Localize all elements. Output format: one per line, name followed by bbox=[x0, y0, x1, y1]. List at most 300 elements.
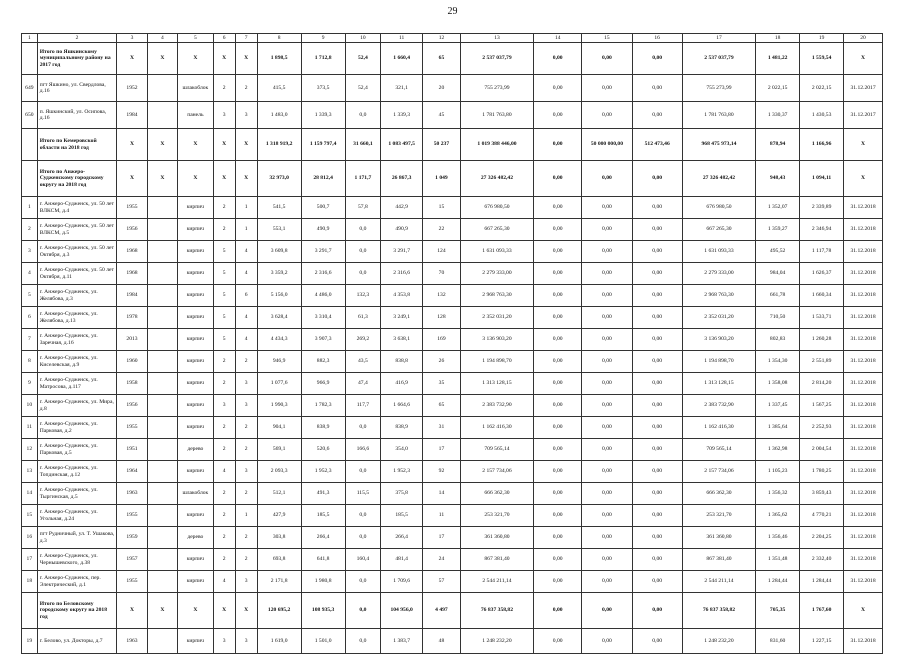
table-cell: 50 000 000,00 bbox=[582, 129, 632, 161]
table-row bbox=[22, 75, 883, 102]
table-cell: 0,00 bbox=[582, 43, 632, 75]
table-cell: 490,9 bbox=[381, 219, 423, 241]
table-cell: 0,00 bbox=[632, 102, 682, 129]
table-cell: 3 638,1 bbox=[381, 329, 423, 351]
table-cell: 831,60 bbox=[756, 629, 800, 654]
table-cell: 904,1 bbox=[257, 417, 301, 439]
table-cell: 1 358,08 bbox=[756, 373, 800, 395]
table-cell: 0,0 bbox=[345, 102, 381, 129]
table-cell: 0,00 bbox=[582, 483, 632, 505]
housing-repair-table bbox=[21, 33, 883, 654]
table-cell: 1963 bbox=[117, 629, 147, 654]
table-cell: 32 973,0 bbox=[257, 161, 301, 197]
table-cell: кирпич bbox=[178, 263, 214, 285]
table-cell: 28 812,4 bbox=[301, 161, 345, 197]
table-cell: 512 473,46 bbox=[632, 129, 682, 161]
table-cell: 361 360,80 bbox=[460, 527, 533, 549]
table-cell: 0,0 bbox=[345, 505, 381, 527]
header-cell: 12 bbox=[423, 34, 461, 43]
table-cell: X bbox=[147, 43, 177, 75]
table-cell: 1 194 898,70 bbox=[682, 351, 755, 373]
table-cell: 16 bbox=[22, 527, 38, 549]
table-cell: 354,0 bbox=[381, 439, 423, 461]
total-label: Итого по Кемеровской области на 2018 год bbox=[37, 129, 117, 161]
table-cell: 0,00 bbox=[582, 219, 632, 241]
table-cell: 8 bbox=[22, 351, 38, 373]
table-cell: 666 362,30 bbox=[682, 483, 755, 505]
table-cell: 0,00 bbox=[534, 461, 582, 483]
table-cell: 169 bbox=[423, 329, 461, 351]
table-cell: 0,0 bbox=[345, 629, 381, 654]
header-cell: 10 bbox=[345, 34, 381, 43]
table-cell: X bbox=[844, 161, 883, 197]
table-cell: 1957 bbox=[117, 549, 147, 571]
table-cell: 0,00 bbox=[632, 329, 682, 351]
table-cell: 45 bbox=[423, 102, 461, 129]
table-cell: 1 356,32 bbox=[756, 483, 800, 505]
table-cell: 3 bbox=[235, 571, 257, 593]
table-cell: 0,0 bbox=[345, 571, 381, 593]
table-cell: 5 bbox=[22, 285, 38, 307]
table-cell: 1955 bbox=[117, 417, 147, 439]
table-cell: 2 279 333,00 bbox=[460, 263, 533, 285]
empty-cell bbox=[147, 351, 177, 373]
table-cell: 1 049 bbox=[423, 161, 461, 197]
address-cell: г. Анжеро-Судженск, ул. Парковая, д.5 bbox=[37, 439, 117, 461]
table-cell: 0,00 bbox=[632, 373, 682, 395]
empty-cell bbox=[147, 417, 177, 439]
table-cell: 2 332,40 bbox=[800, 549, 844, 571]
table-cell: 641,8 bbox=[301, 549, 345, 571]
table-cell: 0,00 bbox=[534, 373, 582, 395]
table-cell: 2 bbox=[235, 75, 257, 102]
table-cell: 1956 bbox=[117, 395, 147, 417]
table-cell: 0,00 bbox=[534, 161, 582, 197]
empty-cell bbox=[147, 629, 177, 654]
table-cell: 321,1 bbox=[381, 75, 423, 102]
table-cell: 4 bbox=[235, 329, 257, 351]
table-cell: 2 171,8 bbox=[257, 571, 301, 593]
table-cell: 1 162 416,30 bbox=[460, 417, 533, 439]
table-cell: 2 bbox=[213, 351, 235, 373]
table-cell: 26 867,3 bbox=[381, 161, 423, 197]
table-cell: 1960 bbox=[117, 351, 147, 373]
table-cell: 3 628,4 bbox=[257, 307, 301, 329]
table-row bbox=[22, 307, 883, 329]
table-cell: 1958 bbox=[117, 373, 147, 395]
table-cell: 132,3 bbox=[345, 285, 381, 307]
table-cell: 1955 bbox=[117, 505, 147, 527]
table-cell: 4 486,0 bbox=[301, 285, 345, 307]
total-label: Итого по Беловскому городскому округу на 2018 год bbox=[37, 593, 117, 629]
table-cell bbox=[22, 593, 38, 629]
table-cell: 0,0 bbox=[345, 417, 381, 439]
table-cell: 3 bbox=[213, 395, 235, 417]
table-cell: 490,9 bbox=[301, 219, 345, 241]
table-cell: 0,00 bbox=[632, 417, 682, 439]
table-cell: 416,9 bbox=[381, 373, 423, 395]
total-row bbox=[22, 43, 883, 75]
table-cell: X bbox=[213, 129, 235, 161]
table-cell: 5 bbox=[213, 285, 235, 307]
table-cell: 48 bbox=[423, 629, 461, 654]
table-cell: 867 381,40 bbox=[460, 549, 533, 571]
table-cell: 0,00 bbox=[582, 505, 632, 527]
table-cell bbox=[22, 161, 38, 197]
table-cell: 500,7 bbox=[301, 197, 345, 219]
table-cell: 1 162 416,30 bbox=[682, 417, 755, 439]
table-cell: 415,5 bbox=[257, 75, 301, 102]
table-cell: 373,5 bbox=[301, 75, 345, 102]
address-cell: г. Анжеро-Судженск, ул. Топдинская, д.12 bbox=[37, 461, 117, 483]
table-body bbox=[22, 34, 883, 654]
table-cell: 20 bbox=[423, 75, 461, 102]
table-cell: 966,9 bbox=[301, 373, 345, 395]
table-cell: 31.12.2018 bbox=[844, 351, 883, 373]
table-row bbox=[22, 285, 883, 307]
table-cell: 0,00 bbox=[534, 43, 582, 75]
table-cell: 266,4 bbox=[381, 527, 423, 549]
table-cell: 4 497 bbox=[423, 593, 461, 629]
table-cell: 2013 bbox=[117, 329, 147, 351]
table-cell: 541,5 bbox=[257, 197, 301, 219]
table-cell: 755 273,99 bbox=[682, 75, 755, 102]
table-row bbox=[22, 483, 883, 505]
table-cell: 35 bbox=[423, 373, 461, 395]
address-cell: пгт Рудничный, ул. Т. Ушакова, д.3 bbox=[37, 527, 117, 549]
table-cell: 31.12.2018 bbox=[844, 263, 883, 285]
empty-cell bbox=[147, 461, 177, 483]
table-cell: 0,00 bbox=[632, 593, 682, 629]
table-cell: 5 bbox=[213, 329, 235, 351]
table-cell: 1 094,11 bbox=[800, 161, 844, 197]
address-cell: г. Анжеро-Судженск, ул. 50 лет Октября, д.11 bbox=[37, 263, 117, 285]
table-cell: 2 bbox=[235, 549, 257, 571]
table-cell: 1964 bbox=[117, 461, 147, 483]
header-cell: 9 bbox=[301, 34, 345, 43]
table-cell: 1 313 128,15 bbox=[682, 373, 755, 395]
address-cell: г. Анжеро-Судженск, ул. Желябова, д.3 bbox=[37, 285, 117, 307]
table-cell: 31.12.2018 bbox=[844, 461, 883, 483]
table-cell: 2 279 333,00 bbox=[682, 263, 755, 285]
table-cell: 1 339,3 bbox=[301, 102, 345, 129]
table-cell: 15 bbox=[22, 505, 38, 527]
table-cell: 520,6 bbox=[301, 439, 345, 461]
table-cell: 76 837 358,82 bbox=[682, 593, 755, 629]
table-cell: 710,50 bbox=[756, 307, 800, 329]
table-cell: 120 695,2 bbox=[257, 593, 301, 629]
table-cell: 31.12.2018 bbox=[844, 505, 883, 527]
address-cell: г. Анжеро-Судженск, ул. Киселевская, д.9 bbox=[37, 351, 117, 373]
table-cell: 3 291,7 bbox=[301, 241, 345, 263]
table-cell: кирпич bbox=[178, 417, 214, 439]
table-cell: 0,00 bbox=[632, 629, 682, 654]
table-cell: 2 bbox=[235, 483, 257, 505]
table-cell: 838,8 bbox=[381, 351, 423, 373]
table-cell: 128 bbox=[423, 307, 461, 329]
table-row bbox=[22, 439, 883, 461]
table-cell: 185,5 bbox=[381, 505, 423, 527]
address-cell: г. Анжеро-Судженск, ул. Мира, д.8 bbox=[37, 395, 117, 417]
table-cell: 0,00 bbox=[534, 395, 582, 417]
address-cell: г. Анжеро-Судженск, ул. 50 лет ВЛКСМ, д.4 bbox=[37, 197, 117, 219]
table-cell: панель bbox=[178, 102, 214, 129]
table-cell: 1 284,44 bbox=[756, 571, 800, 593]
table-cell: 57,8 bbox=[345, 197, 381, 219]
table-cell: 5 156,0 bbox=[257, 285, 301, 307]
table-cell: 26 bbox=[423, 351, 461, 373]
table-cell: 166,6 bbox=[345, 439, 381, 461]
table-row bbox=[22, 571, 883, 593]
page-number: 29 bbox=[447, 6, 458, 17]
table-cell: кирпич bbox=[178, 197, 214, 219]
table-cell: 104 956,0 bbox=[381, 593, 423, 629]
table-cell: 2 093,3 bbox=[257, 461, 301, 483]
table-cell: 0,00 bbox=[534, 505, 582, 527]
table-cell: 667 265,30 bbox=[460, 219, 533, 241]
table-row bbox=[22, 329, 883, 351]
table-row bbox=[22, 549, 883, 571]
table-cell: 17 bbox=[423, 439, 461, 461]
table-cell: 2 352 031,20 bbox=[682, 307, 755, 329]
table-cell: 2 537 037,79 bbox=[682, 43, 755, 75]
table-cell: 0,00 bbox=[582, 395, 632, 417]
table-cell: 253 321,70 bbox=[682, 505, 755, 527]
table-cell: шлакоблок bbox=[178, 483, 214, 505]
table-cell: 0,00 bbox=[534, 439, 582, 461]
header-cell: 19 bbox=[800, 34, 844, 43]
table-cell: 1 990,3 bbox=[257, 395, 301, 417]
table-cell: 0,00 bbox=[534, 329, 582, 351]
table-cell: 1 362,98 bbox=[756, 439, 800, 461]
table-cell: 2 bbox=[213, 373, 235, 395]
table-cell: 666 362,30 bbox=[460, 483, 533, 505]
table-cell: 24 bbox=[423, 549, 461, 571]
table-cell: 0,00 bbox=[582, 629, 632, 654]
empty-cell bbox=[147, 439, 177, 461]
table-cell: 1 501,0 bbox=[301, 629, 345, 654]
table-cell: 1 bbox=[235, 219, 257, 241]
table-cell: кирпич bbox=[178, 505, 214, 527]
table-cell: 0,00 bbox=[582, 241, 632, 263]
table-cell: 0,00 bbox=[632, 43, 682, 75]
table-cell: 0,00 bbox=[534, 219, 582, 241]
table-cell: 2 204,25 bbox=[800, 527, 844, 549]
table-cell: X bbox=[117, 593, 147, 629]
table-cell: 2 544 211,14 bbox=[682, 571, 755, 593]
table-row bbox=[22, 461, 883, 483]
table-cell: 9 bbox=[22, 373, 38, 395]
table-cell: 4 bbox=[213, 571, 235, 593]
table-cell: 2 968 763,30 bbox=[460, 285, 533, 307]
table-cell: 1 709,6 bbox=[381, 571, 423, 593]
table-cell: 667 265,30 bbox=[682, 219, 755, 241]
table-cell: 705,35 bbox=[756, 593, 800, 629]
table-cell: 0,0 bbox=[345, 263, 381, 285]
empty-cell bbox=[147, 102, 177, 129]
table-cell: 31.12.2018 bbox=[844, 417, 883, 439]
table-cell: 1984 bbox=[117, 102, 147, 129]
table-cell: 1 166,96 bbox=[800, 129, 844, 161]
table-cell: 12 bbox=[22, 439, 38, 461]
table-cell: 2 bbox=[235, 417, 257, 439]
table-cell: 0,00 bbox=[582, 593, 632, 629]
table-cell: 13 bbox=[22, 461, 38, 483]
empty-cell bbox=[147, 75, 177, 102]
table-cell: 1 767,60 bbox=[800, 593, 844, 629]
table-cell: 3 bbox=[235, 395, 257, 417]
table-cell: 1 780,25 bbox=[800, 461, 844, 483]
table-cell: 253 321,70 bbox=[460, 505, 533, 527]
table-cell: 0,00 bbox=[632, 505, 682, 527]
table-cell: 27 326 482,42 bbox=[460, 161, 533, 197]
table-cell: 0,00 bbox=[632, 161, 682, 197]
table-cell: 1 330,37 bbox=[756, 102, 800, 129]
table-cell: 2 544 211,14 bbox=[460, 571, 533, 593]
table-cell: 693,8 bbox=[257, 549, 301, 571]
table-cell: 2 bbox=[213, 197, 235, 219]
table-cell: 1 248 232,20 bbox=[460, 629, 533, 654]
table-row bbox=[22, 629, 883, 654]
table-cell: 2 bbox=[213, 417, 235, 439]
table-cell: 6 bbox=[235, 285, 257, 307]
table-cell: 0,00 bbox=[582, 102, 632, 129]
table-cell: X bbox=[235, 43, 257, 75]
table-cell: 2 316,6 bbox=[381, 263, 423, 285]
table-cell: дерево bbox=[178, 527, 214, 549]
empty-cell bbox=[147, 483, 177, 505]
table-cell: 27 326 482,42 bbox=[682, 161, 755, 197]
table-cell: 984,04 bbox=[756, 263, 800, 285]
table-cell: 867 381,40 bbox=[682, 549, 755, 571]
table-cell: 31.12.2018 bbox=[844, 219, 883, 241]
table-cell: 1956 bbox=[117, 219, 147, 241]
table-cell: 0,00 bbox=[632, 75, 682, 102]
table-cell: 0,00 bbox=[534, 417, 582, 439]
address-cell: г. Анжеро-Судженск, ул. Парковая, д.2 bbox=[37, 417, 117, 439]
table-cell: 0,00 bbox=[632, 351, 682, 373]
address-cell: пгт Яшкино, ул. Свердлова, д.16 bbox=[37, 75, 117, 102]
table-cell: 0,00 bbox=[534, 351, 582, 373]
header-cell: 14 bbox=[534, 34, 582, 43]
table-cell: 31.12.2018 bbox=[844, 285, 883, 307]
table-cell: 266,4 bbox=[301, 527, 345, 549]
table-cell: 61,3 bbox=[345, 307, 381, 329]
table-cell: 0,00 bbox=[582, 161, 632, 197]
header-cell: 20 bbox=[844, 34, 883, 43]
table-cell: 1 559,54 bbox=[800, 43, 844, 75]
table-cell: 1 248 232,20 bbox=[682, 629, 755, 654]
total-row bbox=[22, 161, 883, 197]
table-cell: 2 252,93 bbox=[800, 417, 844, 439]
table-cell: 1 260,28 bbox=[800, 329, 844, 351]
table-cell: 11 bbox=[423, 505, 461, 527]
table-cell: 0,00 bbox=[534, 307, 582, 329]
table-cell: 1 313 128,15 bbox=[460, 373, 533, 395]
table-cell: 3 136 903,20 bbox=[460, 329, 533, 351]
table-cell: 52,4 bbox=[345, 43, 381, 75]
address-cell: г. Анжеро-Судженск, ул. Угольная, д.24 bbox=[37, 505, 117, 527]
table-cell: 948,43 bbox=[756, 161, 800, 197]
table-row bbox=[22, 219, 883, 241]
table-cell: 2 352 031,20 bbox=[460, 307, 533, 329]
table-cell: 0,00 bbox=[632, 307, 682, 329]
table-cell: 0,00 bbox=[534, 263, 582, 285]
table-cell: 1 bbox=[235, 197, 257, 219]
table-cell: 31.12.2018 bbox=[844, 629, 883, 654]
table-cell: 0,00 bbox=[534, 549, 582, 571]
table-cell: 1 352,07 bbox=[756, 197, 800, 219]
table-cell: 1 533,71 bbox=[800, 307, 844, 329]
table-cell: 709 565,14 bbox=[682, 439, 755, 461]
table-cell: 2 bbox=[213, 527, 235, 549]
table-cell: 2 bbox=[213, 439, 235, 461]
table-cell: 1 bbox=[235, 505, 257, 527]
table-cell: 52,4 bbox=[345, 75, 381, 102]
address-cell: г. Анжеро-Судженск, ул. Заречная, д.16 bbox=[37, 329, 117, 351]
header-cell: 13 bbox=[460, 34, 533, 43]
table-cell: 19 bbox=[22, 629, 38, 654]
table-cell: 968 475 973,14 bbox=[682, 129, 755, 161]
table-cell: 1978 bbox=[117, 307, 147, 329]
table-cell: 481,4 bbox=[381, 549, 423, 571]
table-cell: 553,1 bbox=[257, 219, 301, 241]
table-cell: 3 bbox=[213, 629, 235, 654]
table-cell: 1 781 763,80 bbox=[682, 102, 755, 129]
table-cell: 0,00 bbox=[632, 549, 682, 571]
table-cell: 185,5 bbox=[301, 505, 345, 527]
table-cell: 427,9 bbox=[257, 505, 301, 527]
table-cell: 709 565,14 bbox=[460, 439, 533, 461]
table-cell: 10 bbox=[22, 395, 38, 417]
table-cell: 0,00 bbox=[632, 197, 682, 219]
table-cell: 50 237 bbox=[423, 129, 461, 161]
table-cell: 0,00 bbox=[534, 197, 582, 219]
table-cell: 4 bbox=[22, 263, 38, 285]
header-cell: 5 bbox=[178, 34, 214, 43]
table-cell: 0,00 bbox=[632, 241, 682, 263]
header-cell: 6 bbox=[213, 34, 235, 43]
table-cell: 0,00 bbox=[632, 439, 682, 461]
table-cell: 117,7 bbox=[345, 395, 381, 417]
table-cell: 3 136 903,20 bbox=[682, 329, 755, 351]
empty-cell bbox=[147, 571, 177, 593]
table-cell: 31.12.2017 bbox=[844, 102, 883, 129]
table-cell: 0,00 bbox=[534, 629, 582, 654]
table-cell: 0,00 bbox=[632, 263, 682, 285]
table-cell: 22 bbox=[423, 219, 461, 241]
table-cell: 43,5 bbox=[345, 351, 381, 373]
table-cell: дерево bbox=[178, 439, 214, 461]
table-cell: 1955 bbox=[117, 571, 147, 593]
table-cell: 2 bbox=[213, 483, 235, 505]
table-cell: 442,9 bbox=[381, 197, 423, 219]
empty-cell bbox=[147, 549, 177, 571]
table-cell: 3 bbox=[235, 102, 257, 129]
table-cell: 495,52 bbox=[756, 241, 800, 263]
total-row bbox=[22, 129, 883, 161]
table-cell: X bbox=[235, 129, 257, 161]
table-cell: кирпич bbox=[178, 629, 214, 654]
table-cell: 76 837 358,82 bbox=[460, 593, 533, 629]
table-cell: 1 660,34 bbox=[800, 285, 844, 307]
header-cell: 3 bbox=[117, 34, 147, 43]
table-cell: кирпич bbox=[178, 395, 214, 417]
table-cell: 2 551,89 bbox=[800, 351, 844, 373]
table-cell: 4 bbox=[213, 461, 235, 483]
table-cell: 5 bbox=[213, 263, 235, 285]
address-cell: г. Анжеро-Судженск, ул. Желябова, д.13 bbox=[37, 307, 117, 329]
